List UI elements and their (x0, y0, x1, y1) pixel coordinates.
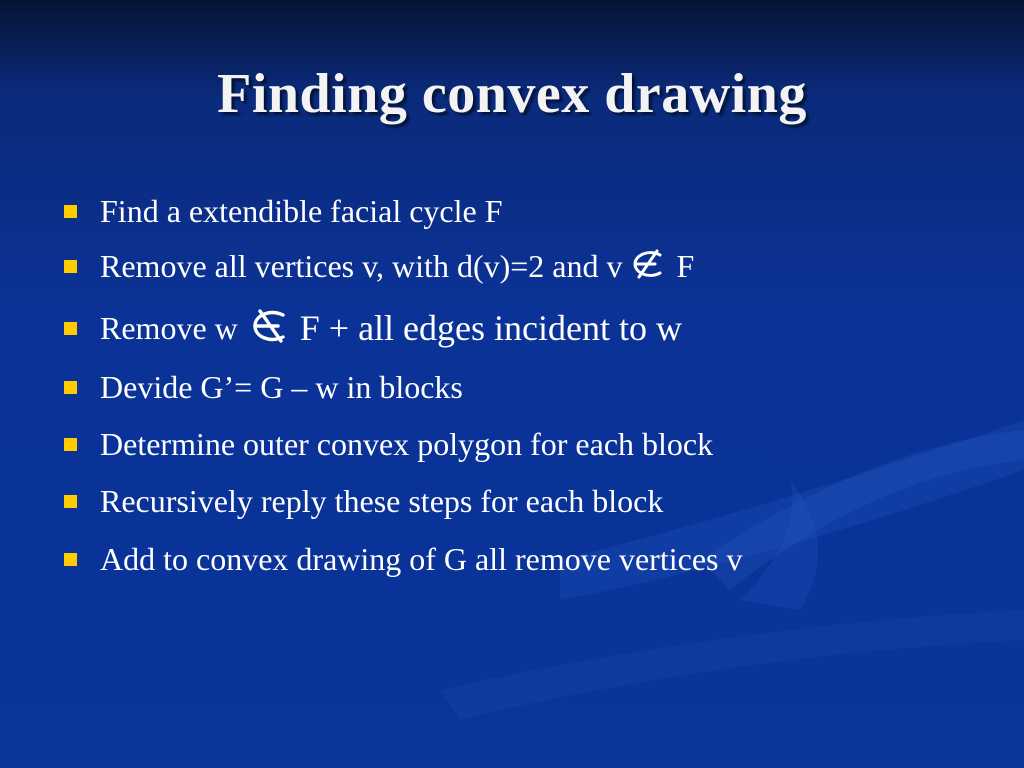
bullet-marker (64, 205, 77, 218)
bullet-item-3 (64, 298, 1004, 358)
bullet-text: Recursively reply these steps for each block (100, 483, 664, 519)
bullet-item-4 (64, 358, 1004, 416)
bullet-text: Add to convex drawing of G all remove vertices v (100, 541, 743, 577)
bullet-text-prefix: Remove w (100, 310, 238, 346)
bullet-text: Determine outer convex polygon for each block (100, 426, 714, 462)
bullet-item-5 (64, 416, 1004, 472)
bullet-list (64, 188, 1004, 588)
bullet-item-6 (64, 472, 1004, 530)
bullet-text-suffix: F + all edges incident to w (299, 308, 682, 348)
bullet-item-2 (64, 234, 1004, 298)
bullet-marker (64, 381, 77, 394)
bullet-marker (64, 260, 77, 273)
bullet-text: Find a extendible facial cycle F (100, 193, 503, 229)
bullet-text-prefix: Remove all vertices v, with d(v)=2 and v (100, 248, 623, 284)
bullet-marker (64, 495, 77, 508)
bullet-item-1 (64, 188, 1004, 234)
bullet-marker (64, 438, 77, 451)
bullet-text: Devide G’= G – w in blocks (100, 369, 463, 405)
bullet-marker (64, 553, 77, 566)
element-of-icon (248, 307, 292, 350)
bullet-item-7 (64, 530, 1004, 588)
slide-title: Finding convex drawing (217, 63, 807, 125)
not-element-of-icon (629, 247, 669, 286)
bullet-text-suffix: F (676, 248, 695, 284)
bullet-marker (64, 322, 77, 335)
